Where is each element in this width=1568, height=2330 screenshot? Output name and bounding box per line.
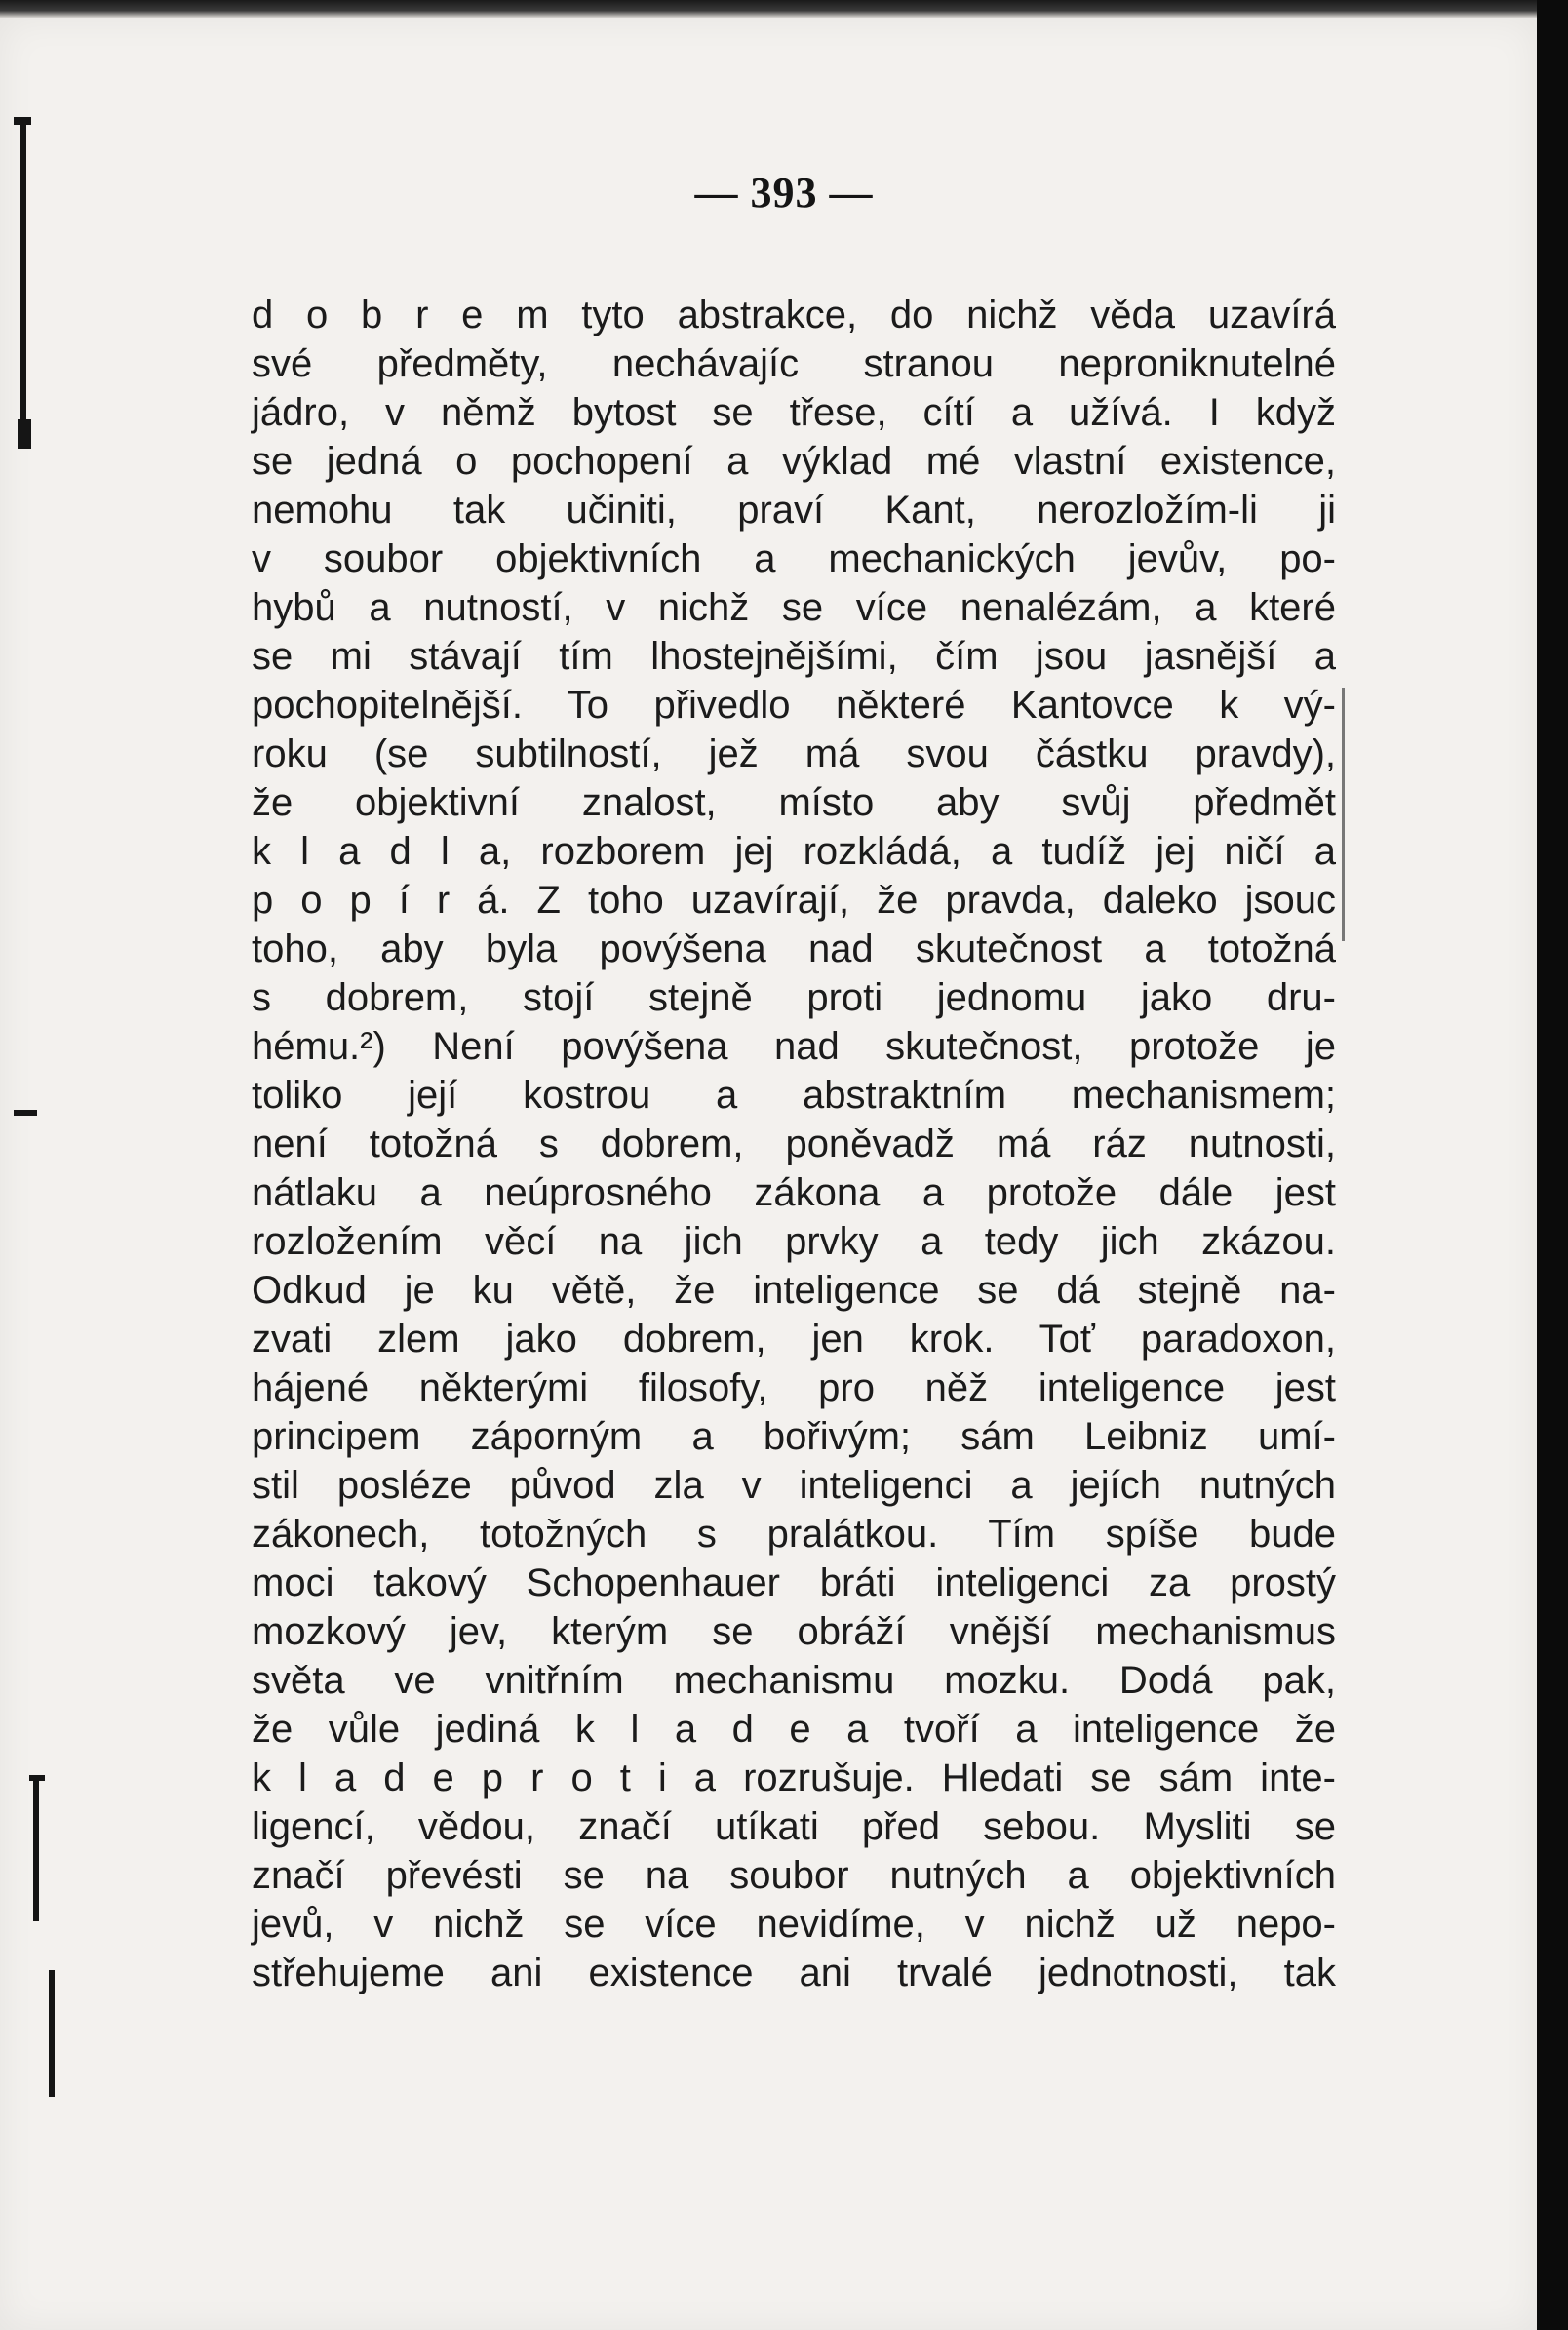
binding-mark [14,1110,37,1116]
text-line: světa ve vnitřním mechanismu mozku. Dodá pak, [252,1659,1336,1702]
text-line: že objektivní znalost, místo aby svůj předmět [252,781,1336,824]
text-line: se mi stávají tím lhostejnějšími, čím jsou jasnější a [252,635,1336,678]
text-line: nemohu tak učiniti, praví Kant, nerozložím-li ji [252,489,1336,532]
text-line: roku (se subtilností, jež má svou částku pravdy), [252,732,1336,775]
text-line: jádro, v němž bytost se třese, cítí a užívá. I když [252,391,1336,434]
text-line: hájené některými filosofy, pro něž inteligence jest [252,1366,1336,1409]
text-line: k l a d l a, rozborem jej rozkládá, a tudíž jej ničí a [252,830,1336,873]
text-line: značí převésti se na soubor nutných a objektivních [252,1854,1336,1897]
text-line: své předměty, nechávajíc stranou neproniknutelné [252,342,1336,385]
text-line: zvati zlem jako dobrem, jen krok. Toť paradoxon, [252,1318,1336,1361]
text-line: p o p í r á. Z toho uzavírají, že pravda, daleko jsouc [252,879,1336,922]
text-line: zákonech, totožných s pralátkou. Tím spíše bude [252,1513,1336,1556]
text-line: toliko její kostrou a abstraktním mechanismem; [252,1074,1336,1117]
binding-mark [29,1775,45,1781]
text-line: k l a d e p r o t i a rozrušuje. Hledati se sám inte- [252,1757,1336,1799]
text-line: hému.²) Není povýšena nad skutečnost, protože je [252,1025,1336,1068]
page-top-edge [0,0,1568,18]
body-text [252,291,1336,1997]
binding-mark [18,419,31,449]
text-line: stil posléze původ zla v inteligenci a jejích nutných [252,1464,1336,1507]
binding-mark [20,117,26,449]
text-line: střehujeme ani existence ani trvalé jednotnosti, tak [252,1952,1336,1994]
text-line: d o b r e m tyto abstrakce, do nichž věda uzavírá [252,294,1336,336]
text-line: principem záporným a bořivým; sám Leibniz umí- [252,1415,1336,1458]
binding-mark [14,117,31,125]
text-line: moci takový Schopenhauer bráti inteligenci za prostý [252,1561,1336,1604]
text-line: v soubor objektivních a mechanických jevův, po- [252,537,1336,580]
text-line: mozkový jev, kterým se obráží vnější mechanismus [252,1610,1336,1653]
text-line: Odkud je ku větě, že inteligence se dá stejně na- [252,1269,1336,1312]
text-line: hybů a nutností, v nichž se více nenalézám, a které [252,586,1336,629]
text-line: není totožná s dobrem, poněvadž má ráz nutnosti, [252,1123,1336,1165]
text-line: s dobrem, stojí stejně proti jednomu jako dru- [252,976,1336,1019]
text-line: toho, aby byla povýšena nad skutečnost a totožná [252,928,1336,970]
text-line: pochopitelnější. To přivedlo některé Kantovce k vý- [252,684,1336,727]
text-line: že vůle jediná k l a d e a tvoří a inteligence že [252,1708,1336,1751]
binding-mark [1342,688,1345,941]
text-line: se jedná o pochopení a výklad mé vlastní existence, [252,440,1336,483]
text-line: jevů, v nichž se více nevidíme, v nichž už nepo- [252,1903,1336,1946]
text-line: ligencí, vědou, značí utíkati před sebou. Mysliti se [252,1805,1336,1848]
text-line: nátlaku a neúprosného zákona a protože dále jest [252,1171,1336,1214]
binding-mark [33,1775,39,1921]
page-number: — 393 — [694,169,874,217]
page-right-edge [1537,0,1568,2330]
binding-mark [49,1970,55,2097]
text-line: rozložením věcí na jich prvky a tedy jich zkázou. [252,1220,1336,1263]
